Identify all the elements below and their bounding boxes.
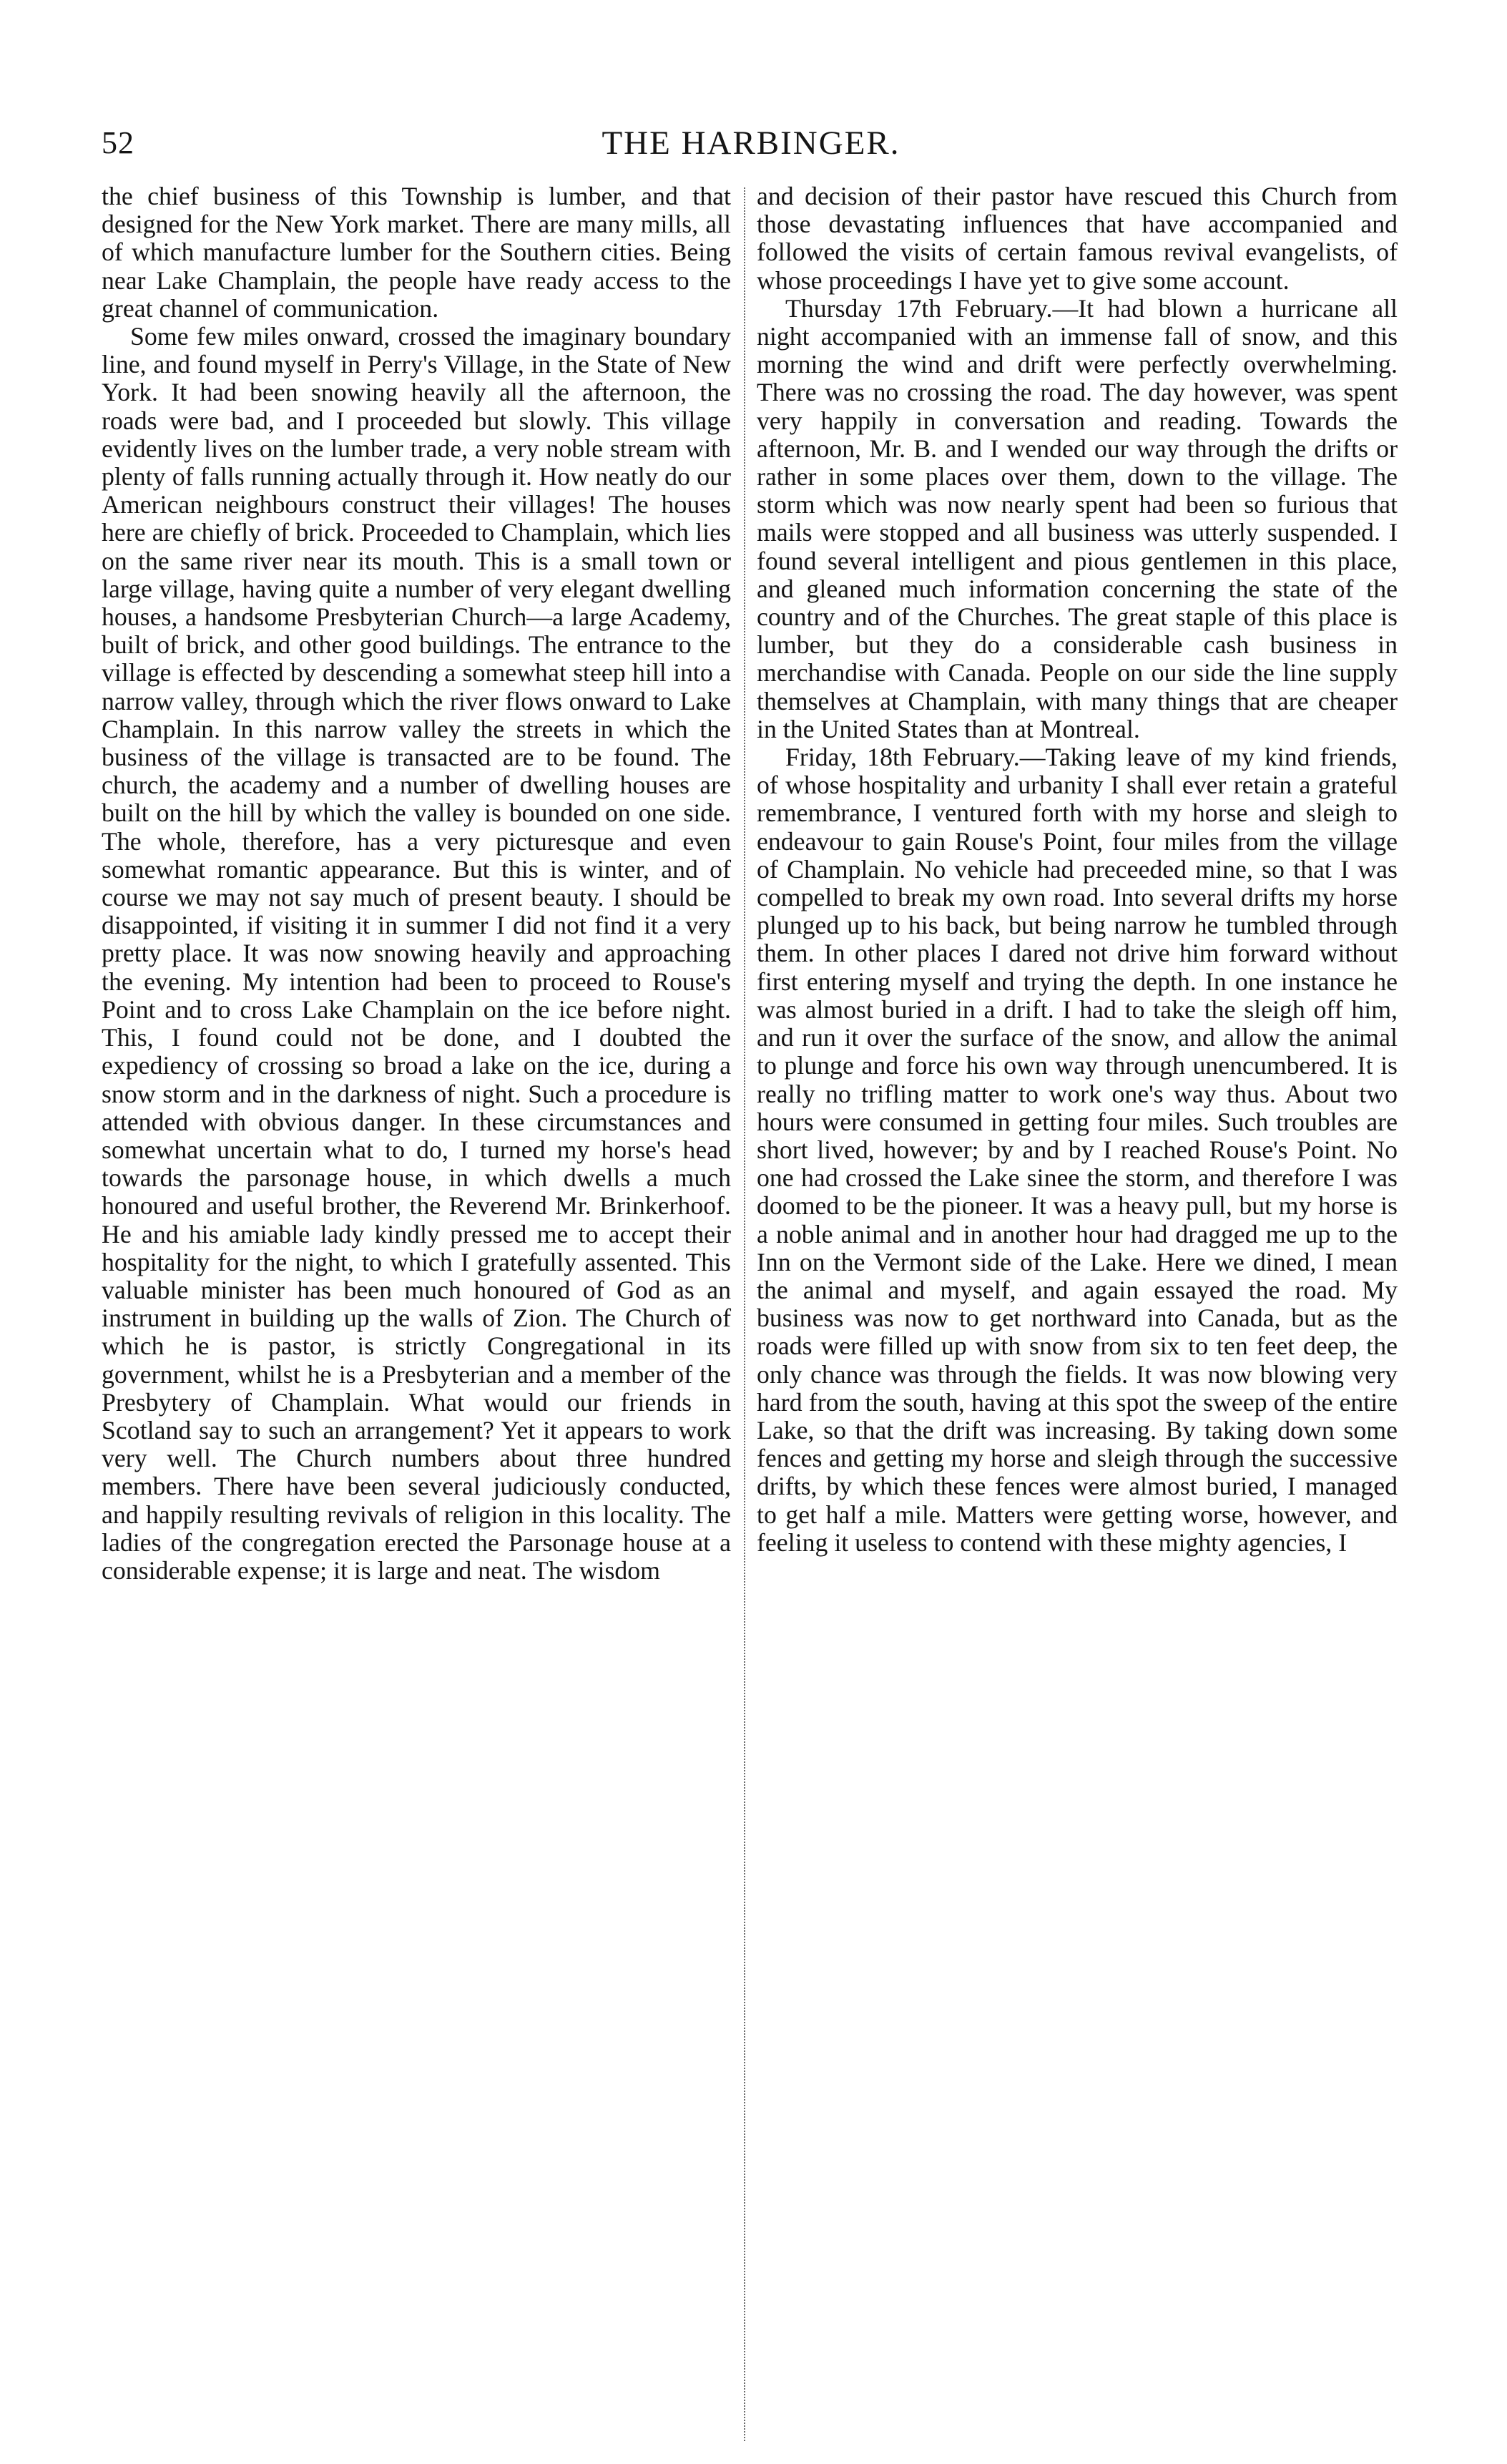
page-number: 52: [102, 125, 134, 160]
paragraph: Friday, 18th February.—Taking leave of my kind friends, of whose hospitality and urbanity I shall ever retain a grateful remembrance, I ventured forth with my horse and sleigh to endeavour to gain Rouse's Point, four miles from the village of Champlain. No vehicle had preceeded mine, so that I was compelled to break my own road. Into several drifts my horse plunged up to his back, but being narrow he tumbled through them. In other places I dared not drive him forward without first entering myself and trying the depth. In one instance he was almost buried in a drift. I had to take the sleigh off him, and run it over the surface of the snow, and allow the animal to plunge and force his own way through unencumbered. It is really no trifling matter to work one's way thus. About two hours were consumed in getting four miles. Such troubles are short lived, however; by and by I reached Rouse's Point. No one had crossed the Lake sinee the storm, and therefore I was doomed to be the pioneer. It was a heavy pull, but my horse is a noble animal and in another hour had dragged me up to the Inn on the Vermont side of the Lake. Here we dined, I mean the animal and myself, and again essayed the road. My business was now to get northward into Canada, but as the roads were filled up with snow from six to ten feet deep, the only chance was through the fields. It was now blowing very hard from the south, having at this spot the sweep of the entire Lake, so that the drift was increasing. By taking down some fences and getting my horse and sleigh through the successive drifts, by which these fences were almost buried, I managed to get half a mile. Matters were getting worse, however, and feeling it useless to contend with these mighty agencies, I: [757, 743, 1398, 1557]
left-column: [102, 182, 731, 1585]
paragraph: and decision of their pastor have rescued this Church from those devastating influences that have accompanied and followed the visits of certain famous revival evangelists, of whose proceedings I have yet to give some account.: [757, 182, 1398, 295]
paragraph: Thursday 17th February.—It had blown a hurricane all night accompanied with an immense fall of snow, and this morning the wind and drift were perfectly overwhelming. There was no crossing the road. The day however, was spent very happily in conversation and reading. Towards the afternoon, Mr. B. and I wended our way through the drifts or rather in some places over them, down to the village. The storm which was now nearly spent had been so furious that mails were stopped and all business was utterly suspended. I found several intelligent and pious gentlemen in this place, and gleaned much information concerning the state of the country and of the Churches. The great staple of this place is lumber, but they do a considerable cash business in merchandise with Canada. People on our side the line supply themselves at Champlain, with many things that are cheaper in the United States than at Montreal.: [757, 293, 1398, 743]
page-header: [102, 122, 1400, 167]
paragraph: Some few miles onward, crossed the imaginary boundary line, and found myself in Perry's Village, in the State of New York. It had been snowing heavily all the afternoon, the roads were bad, and I proceeded but slowly. This village evidently lives on the lumber trade, a very noble stream with plenty of falls running actually through it. How neatly do our American neighbours construct their villages! The houses here are chiefly of brick. Proceeded to Champlain, which lies on the same river near its mouth. This is a small town or large village, having quite a number of very elegant dwelling houses, a handsome Presbyterian Church—a large Academy, built of brick, and other good buildings. The entrance to the village is effected by descending a somewhat steep hill into a narrow valley, through which the river flows onward to Lake Champlain. In this narrow valley the streets in which the business of the village is transacted are to be found. The church, the academy and a number of dwelling houses are built on the hill by which the valley is bounded on one side. The whole, therefore, has a very picturesque and even somewhat romantic appearance. But this is winter, and of course we may not say much of present beauty. I should be disappointed, if visiting it in summer I did not find it a very pretty place. It was now snowing heavily and approaching the evening. My intention had been to proceed to Rouse's Point and to cross Lake Champlain on the ice before night. This, I found could not be done, and I doubted the expediency of crossing so broad a lake on the ice, during a snow storm and in the darkness of night. Such a procedure is attended with obvious danger. In these circumstances and somewhat uncertain what to do, I turned my horse's head towards the parsonage house, in which dwells a much honoured and useful brother, the Reverend Mr. Brinkerhoof. He and his amiable lady kindly pressed me to accept their hospitality for the night, to which I gratefully assented. This valuable minister has been much honoured of God as an instrument in building up the walls of Zion. The Church of which he is pastor, is strictly Congregational in its government, whilst he is a Presbyterian and a member of the Presbytery of Champlain. What would our friends in Scotland say to such an arrangement? Yet it appears to work very well. The Church numbers about three hundred members. There have been several judiciously conducted, and happily resulting revivals of religion in this locality. The ladies of the congregation erected the Parsonage house at a considerable expense; it is large and neat. The wisdom: [102, 322, 731, 1585]
running-title: THE HARBINGER.: [602, 124, 900, 162]
paragraph: the chief business of this Township is lumber, and that designed for the New York market. There are many mills, all of which manufacture lumber for the Southern cities. Being near Lake Champlain, the people have ready access to the great channel of communication.: [102, 182, 731, 323]
right-column: [757, 182, 1398, 1557]
column-divider: [744, 187, 745, 2441]
